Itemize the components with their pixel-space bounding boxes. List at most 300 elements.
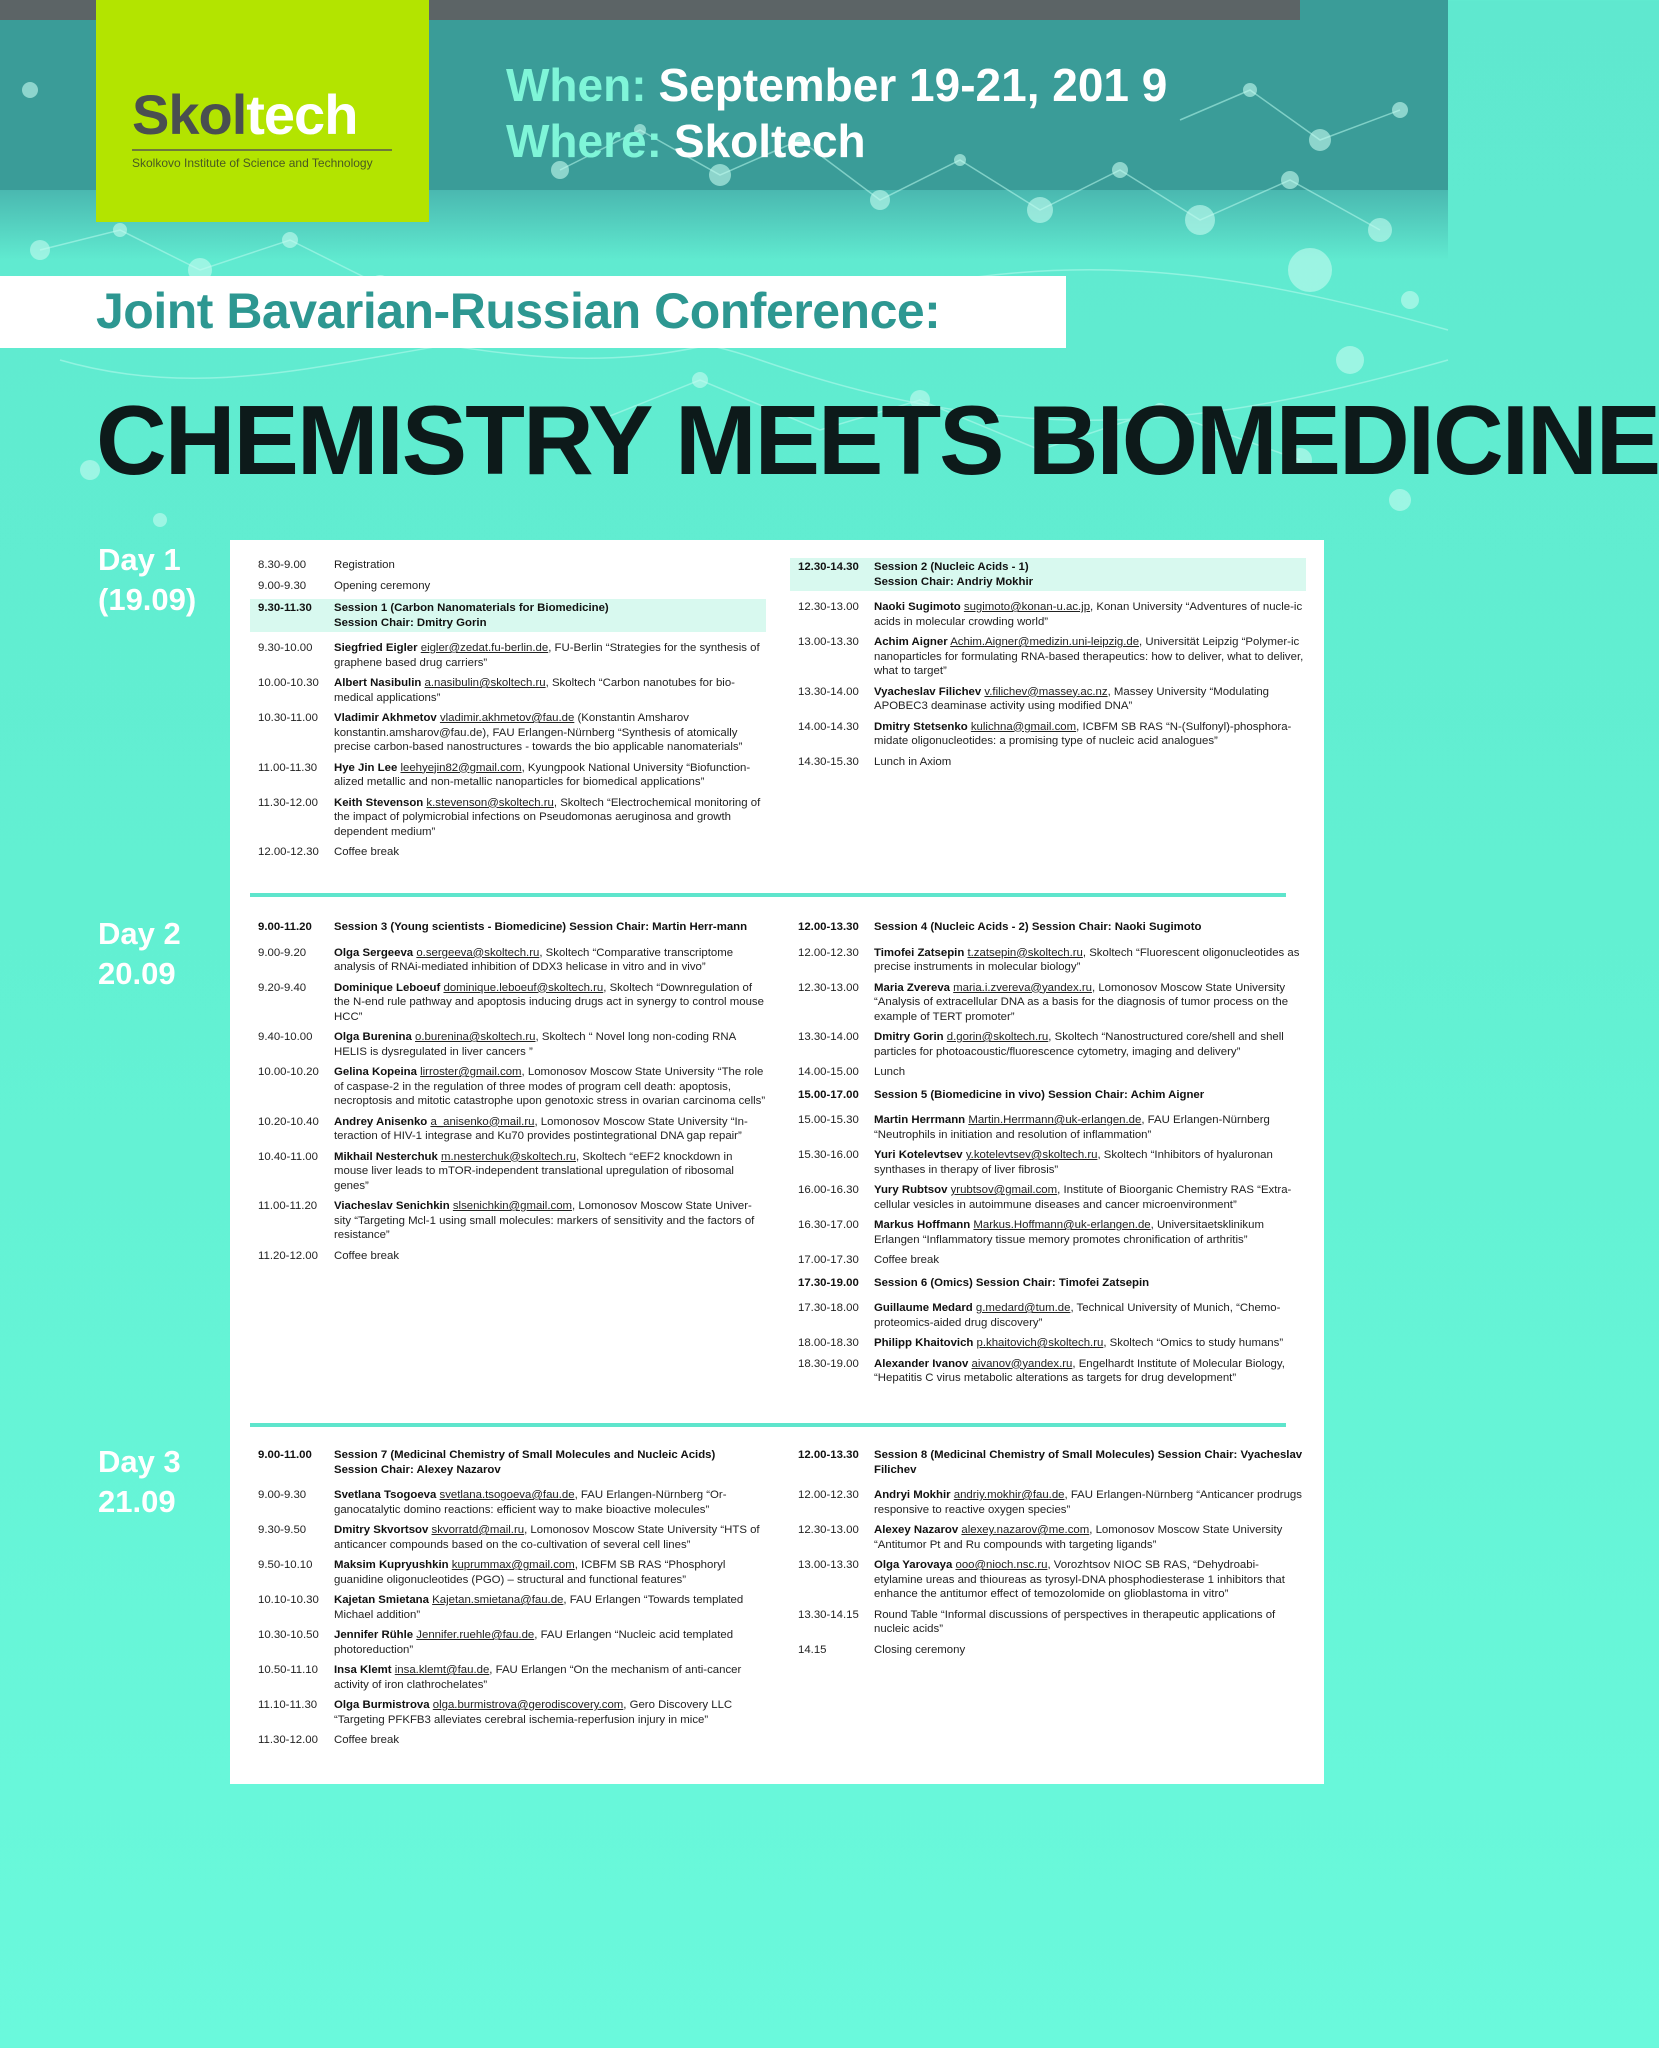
speaker-email-link[interactable]: alexey.nazarov@me.com xyxy=(961,1524,1090,1536)
when-value: September 19-21, 201 9 xyxy=(658,59,1168,111)
schedule-item xyxy=(250,946,766,975)
speaker-email-link[interactable]: yrubtsov@gmail.com xyxy=(950,1184,1058,1196)
speaker-name: Vyacheslav Filichev xyxy=(874,685,982,698)
talk-details: , FAU Erlangen “On the mechanism of anti-cancer activity of iron clathrochelates” xyxy=(334,1664,742,1691)
talk-details: Lunch in Axiom xyxy=(874,755,952,768)
talk-details: , Gero Discovery LLC “Targeting PFKFB3 alleviates cerebral ischemia-reperfusion injury in mice” xyxy=(334,1699,733,1726)
day-2-afternoon-schedule xyxy=(790,916,1306,1392)
speaker-email-link[interactable]: kuprummax@gmail.com xyxy=(451,1559,575,1571)
schedule-item xyxy=(790,1301,1306,1330)
schedule-time: 17.30-18.00 xyxy=(798,1302,859,1314)
schedule-text xyxy=(334,1523,766,1552)
schedule-text xyxy=(334,1199,766,1243)
talk-details: , Lomonosov Moscow State University “Analysis of extracellular DNA as a basis for the diagnosis of tumor process on the example of TERT promoter” xyxy=(874,981,1289,1023)
talk-details: Session 1 (Carbon Nanomaterials for Biomedicine) Session Chair: Dmitry Gorin xyxy=(334,602,609,629)
schedule-item xyxy=(250,676,766,705)
session-header xyxy=(250,1446,766,1479)
session-header xyxy=(250,599,766,632)
talk-details: Coffee break xyxy=(334,1249,400,1262)
schedule-text xyxy=(334,641,766,670)
speaker-name: Siegfried Eigler xyxy=(334,642,418,654)
session-title xyxy=(874,1448,1306,1477)
schedule-time: 9.00-11.00 xyxy=(258,1449,312,1461)
schedule-item xyxy=(250,1488,766,1517)
schedule-text xyxy=(874,1253,1306,1268)
speaker-email-link[interactable]: insa.klemt@fau.de xyxy=(394,1664,490,1676)
session-title xyxy=(334,601,766,630)
schedule-text xyxy=(874,1336,1306,1351)
schedule-time: 9.40-10.00 xyxy=(258,1031,313,1043)
schedule-item xyxy=(790,1336,1306,1351)
talk-details: Session 3 (Young scientists - Biomedicine) Session Chair: Martin Herr-mann xyxy=(334,921,748,933)
session-header xyxy=(790,1274,1306,1293)
schedule-time: 10.30-11.00 xyxy=(258,712,318,724)
schedule-time: 10.00-10.20 xyxy=(258,1066,319,1078)
talk-details: , Lomonosov Moscow State University “HTS of anticancer compounds based on the co-cultivation of several cell lines” xyxy=(334,1524,760,1551)
schedule-item xyxy=(790,1113,1306,1142)
schedule-text xyxy=(334,1065,766,1109)
schedule-item xyxy=(250,641,766,670)
schedule-text xyxy=(334,981,766,1025)
schedule-time: 12.30-14.30 xyxy=(798,561,859,573)
talk-details: Session 5 (Biomedicine in vivo) Session Chair: Achim Aigner xyxy=(874,1088,1205,1101)
schedule-time: 12.30-13.00 xyxy=(798,601,859,613)
schedule-item xyxy=(790,1558,1306,1602)
schedule-text xyxy=(874,720,1306,749)
session-header xyxy=(790,558,1306,591)
day-1-label xyxy=(98,540,196,620)
speaker-email-link[interactable]: maria.i.zvereva@yandex.ru xyxy=(953,981,1092,994)
schedule-item xyxy=(790,1608,1306,1637)
where-label: Where: xyxy=(506,115,662,167)
speaker-email-link[interactable]: Jennifer.ruehle@fau.de xyxy=(416,1629,535,1641)
speaker-name: Svetlana Tsogoeva xyxy=(334,1489,437,1501)
talk-details: , Skoltech “Nanostructured core/shell and shell particles for photoacoustic/fluorescence cytometry, imaging and delivery” xyxy=(874,1031,1284,1058)
schedule-item xyxy=(790,946,1306,975)
speaker-name: Keith Stevenson xyxy=(334,796,424,809)
talk-details: , Universitaetsklinikum Erlangen “Inflammatory tissue memory promotes chronification of arthritis” xyxy=(874,1219,1264,1246)
schedule-time: 11.30-12.00 xyxy=(258,1734,318,1746)
schedule-item xyxy=(790,685,1306,714)
speaker-email-link[interactable]: a_anisenko@mail.ru xyxy=(430,1115,535,1128)
schedule-text xyxy=(874,1065,1306,1080)
talk-details: , Lomonosov Moscow State University “The role of caspase-2 in the regulation of three modes of program cell death: apoptosis, necroptosis and mitotic catastrophe upon genotoxic stress in ovarian carcinoma cells” xyxy=(334,1066,766,1107)
schedule-text xyxy=(874,685,1306,714)
schedule-time: 13.30-14.00 xyxy=(798,1031,859,1043)
schedule-time: 9.20-9.40 xyxy=(258,981,307,994)
schedule-text xyxy=(874,1357,1306,1386)
speaker-email-link[interactable]: p.khaitovich@skoltech.ru xyxy=(976,1337,1104,1349)
schedule-text xyxy=(334,1488,766,1517)
day-1-date: (19.09) xyxy=(98,582,197,617)
speaker-name: Gelina Kopeina xyxy=(334,1066,417,1078)
schedule-item xyxy=(250,1628,766,1657)
speaker-email-link[interactable]: olga.burmistrova@gerodiscovery.com xyxy=(432,1699,624,1711)
talk-details: Session 2 (Nucleic Acids - 1) Session Chair: Andriy Mokhir xyxy=(874,561,1034,588)
schedule-time: 9.00-11.20 xyxy=(258,921,312,933)
schedule-text xyxy=(334,1115,766,1144)
schedule-time: 18.00-18.30 xyxy=(798,1337,859,1349)
page-title: CHEMISTRY MEETS BIOMEDICINE xyxy=(96,385,1659,495)
talk-details: , Skoltech “ Novel long non-coding RNA HELIS is dysregulated in liver cancers ” xyxy=(334,1031,736,1058)
speaker-email-link[interactable]: Markus.Hoffmann@uk-erlangen.de xyxy=(973,1219,1151,1231)
speaker-name: Olga Yarovaya xyxy=(874,1559,953,1571)
schedule-time: 15.30-16.00 xyxy=(798,1149,859,1161)
schedule-time: 11.00-11.30 xyxy=(258,761,318,774)
schedule-text xyxy=(874,600,1306,629)
talk-details: , Kyungpook National University “Biofunction-alized metallic and non-metallic nanoparticles for biomedical applications” xyxy=(334,761,751,788)
speaker-email-link[interactable]: k.stevenson@skoltech.ru xyxy=(426,796,554,809)
schedule-item xyxy=(250,845,766,860)
schedule-time: 12.00-12.30 xyxy=(798,946,859,959)
day-2-morning-schedule xyxy=(250,916,766,1269)
schedule-item xyxy=(250,711,766,755)
speaker-name: Philipp Khaitovich xyxy=(874,1337,974,1349)
schedule-time: 13.30-14.15 xyxy=(798,1608,859,1621)
schedule-time: 17.30-19.00 xyxy=(798,1276,859,1289)
schedule-item xyxy=(790,1183,1306,1212)
talk-details: Coffee break xyxy=(334,1734,400,1746)
schedule-item xyxy=(250,1199,766,1243)
talk-details: , Institute of Bioorganic Chemistry RAS “Extra-cellular vesicles in autoimmune diseases and cancer microenvironment” xyxy=(874,1184,1292,1211)
session-header xyxy=(790,918,1306,937)
schedule-time: 12.00-13.30 xyxy=(798,921,859,933)
talk-details: , Skoltech “eEF2 knockdown in mouse liver leads to mTOR-independent translational upregulation of ribosomal genes” xyxy=(334,1150,734,1192)
speaker-name: Kajetan Smietana xyxy=(334,1594,429,1606)
schedule-text xyxy=(874,1608,1306,1637)
schedule-time: 12.00-12.30 xyxy=(258,846,319,858)
speaker-name: Alexey Nazarov xyxy=(874,1524,959,1536)
talk-details: , Skoltech “Carbon nanotubes for bio-medical applications” xyxy=(334,677,735,704)
schedule-item xyxy=(790,1218,1306,1247)
talk-details: Closing ceremony xyxy=(874,1643,966,1656)
schedule-item xyxy=(250,1663,766,1692)
schedule-item xyxy=(250,1065,766,1109)
schedule-text xyxy=(334,676,766,705)
day-3-name: Day 3 xyxy=(98,1444,181,1479)
conference-subtitle: Joint Bavarian-Russian Conference: xyxy=(96,283,941,339)
skoltech-logo[interactable] xyxy=(96,0,429,222)
session-title xyxy=(334,920,766,935)
schedule-item xyxy=(790,1148,1306,1177)
day-1-name: Day 1 xyxy=(98,542,181,577)
event-location xyxy=(506,114,866,168)
schedule-time: 14.00-15.00 xyxy=(798,1066,859,1078)
talk-details: , Massey University “Modulating APOBEC3 deaminase activity using modified DNA” xyxy=(874,685,1270,712)
talk-details: , ICBFM SB RAS “Phosphoryl guanidine oligonucleotides (PGO) – structural and functional features” xyxy=(334,1559,726,1586)
speaker-name: Yury Rubtsov xyxy=(874,1184,948,1196)
schedule-time: 15.00-17.00 xyxy=(798,1088,859,1101)
speaker-name: Achim Aigner xyxy=(874,636,948,648)
schedule-text xyxy=(874,755,1306,770)
where-value: Skoltech xyxy=(673,115,866,167)
schedule-item xyxy=(790,1065,1306,1080)
schedule-text xyxy=(874,1148,1306,1177)
session-title xyxy=(874,1276,1306,1291)
schedule-text xyxy=(334,796,766,840)
schedule-text xyxy=(334,1030,766,1059)
talk-details: Session 4 (Nucleic Acids - 2) Session Chair: Naoki Sugimoto xyxy=(874,921,1202,933)
schedule-text xyxy=(874,1488,1306,1517)
program-panel xyxy=(230,540,1324,1784)
schedule-item xyxy=(790,635,1306,679)
schedule-time: 12.00-12.30 xyxy=(798,1489,859,1501)
speaker-email-link[interactable]: vladimir.akhmetov@fau.de xyxy=(439,712,575,724)
schedule-time: 13.00-13.30 xyxy=(798,1559,859,1571)
day-2-name: Day 2 xyxy=(98,916,181,951)
speaker-email-link[interactable]: a.nasibulin@skoltech.ru xyxy=(424,677,546,689)
schedule-text xyxy=(334,845,766,860)
speaker-email-link[interactable]: leehyejin82@gmail.com xyxy=(400,761,522,774)
schedule-text xyxy=(874,1558,1306,1602)
schedule-item xyxy=(250,1030,766,1059)
schedule-text xyxy=(334,1628,766,1657)
speaker-email-link[interactable]: d.gorin@skoltech.ru xyxy=(946,1031,1049,1043)
logo-word-skol: Skol xyxy=(132,83,247,146)
speaker-email-link[interactable]: slsenichkin@gmail.com xyxy=(452,1200,573,1212)
talk-details: , FU-Berlin “Strategies for the synthesis of graphene based drug carriers” xyxy=(334,642,760,669)
speaker-name: Naoki Sugimoto xyxy=(874,601,961,613)
schedule-item xyxy=(250,1115,766,1144)
schedule-text xyxy=(874,981,1306,1025)
speaker-name: Albert Nasibulin xyxy=(334,677,422,689)
speaker-email-link[interactable]: svetlana.tsogoeva@fau.de xyxy=(439,1489,575,1501)
schedule-item xyxy=(790,1643,1306,1658)
talk-details: Session 7 (Medicinal Chemistry of Small Molecules and Nucleic Acids) Session Chair: Alexey Nazarov xyxy=(334,1449,716,1476)
schedule-text xyxy=(334,1150,766,1194)
speaker-email-link[interactable]: dominique.leboeuf@skoltech.ru xyxy=(443,981,604,994)
speaker-email-link[interactable]: o.sergeeva@skoltech.ru xyxy=(416,946,540,959)
speaker-name: Guillaume Medard xyxy=(874,1302,973,1314)
schedule-item xyxy=(790,1357,1306,1386)
speaker-name: Viacheslav Senichkin xyxy=(334,1200,450,1212)
schedule-time: 8.30-9.00 xyxy=(258,559,307,571)
talk-details: Lunch xyxy=(874,1066,906,1078)
schedule-time: 15.00-15.30 xyxy=(798,1114,859,1126)
schedule-text xyxy=(874,1523,1306,1552)
schedule-text xyxy=(334,761,766,790)
schedule-item xyxy=(790,1030,1306,1059)
logo-divider xyxy=(132,149,392,151)
session-title xyxy=(874,560,1306,589)
talk-details: , FAU Erlangen “Nucleic acid templated photoreduction” xyxy=(334,1629,734,1656)
talk-details: Registration xyxy=(334,559,395,571)
speaker-name: Dmitry Gorin xyxy=(874,1031,944,1043)
schedule-time: 17.00-17.30 xyxy=(798,1254,859,1266)
schedule-item xyxy=(790,720,1306,749)
schedule-time: 14.30-15.30 xyxy=(798,755,859,768)
talk-details: Coffee break xyxy=(874,1254,940,1266)
talk-details: , Lomonosov Moscow State University “Antitumor Pt and Ru compounds with targeting ligands” xyxy=(874,1524,1283,1551)
speaker-email-link[interactable]: andriy.mokhir@fau.de xyxy=(953,1489,1065,1501)
day-2-date: 20.09 xyxy=(98,956,176,991)
speaker-email-link[interactable]: lirroster@gmail.com xyxy=(420,1066,522,1078)
talk-details: Coffee break xyxy=(334,846,400,858)
speaker-name: Dominique Leboeuf xyxy=(334,981,441,994)
speaker-name: Insa Klemt xyxy=(334,1664,392,1676)
day-3-afternoon-schedule xyxy=(790,1444,1306,1663)
schedule-item xyxy=(250,761,766,790)
speaker-name: Maria Zvereva xyxy=(874,981,950,994)
talk-details: Opening ceremony xyxy=(334,579,431,592)
schedule-item xyxy=(250,1558,766,1587)
speaker-name: Vladimir Akhmetov xyxy=(334,712,437,724)
speaker-email-link[interactable]: Kajetan.smietana@fau.de xyxy=(432,1594,564,1606)
schedule-time: 9.30-9.50 xyxy=(258,1524,307,1536)
talk-details: , ICBFM SB RAS “N-(Sulfonyl)-phosphora-midate oligonucleotides: a promising type of nucleic acid analogues” xyxy=(874,720,1292,747)
event-date xyxy=(506,58,1167,112)
schedule-time: 13.30-14.00 xyxy=(798,685,859,698)
talk-details: , Skoltech “Comparative transcriptome analysis of RNAi-mediated inhibition of DDX3 helicase in vitro and in vivo” xyxy=(334,946,734,973)
talk-details: , Engelhardt Institute of Molecular Biology, “Hepatitis C virus metabolic alterations as targets for drug development” xyxy=(874,1357,1285,1384)
schedule-item xyxy=(250,1593,766,1622)
schedule-time: 11.00-11.20 xyxy=(258,1200,318,1212)
talk-details: , Konan University “Adventures of nucle-ic acids in molecular crowding world” xyxy=(874,601,1303,628)
speaker-name: Martin Herrmann xyxy=(874,1114,966,1126)
talk-details: , Skoltech “Inhibitors of hyaluronan synthases in therapy of liver fibrosis” xyxy=(874,1149,1273,1176)
speaker-name: Jennifer Rühle xyxy=(334,1629,414,1641)
schedule-time: 18.30-19.00 xyxy=(798,1357,859,1370)
session-title xyxy=(334,1448,766,1477)
schedule-item xyxy=(790,755,1306,770)
schedule-item xyxy=(790,981,1306,1025)
speaker-email-link[interactable]: ooo@nioch.nsc.ru xyxy=(955,1559,1048,1571)
schedule-text xyxy=(874,1113,1306,1142)
speaker-name: Mikhail Nesterchuk xyxy=(334,1150,438,1163)
speaker-email-link[interactable]: Martin.Herrmann@uk-erlangen.de xyxy=(968,1114,1142,1126)
speaker-name: Markus Hoffmann xyxy=(874,1219,971,1231)
talk-details: , Skoltech “Fluorescent oligonucleotides as precise instruments in molecular biology” xyxy=(874,946,1300,973)
speaker-email-link[interactable]: eigler@zedat.fu-berlin.de xyxy=(420,642,549,654)
schedule-time: 10.30-10.50 xyxy=(258,1629,319,1641)
session-header xyxy=(250,918,766,937)
when-label: When: xyxy=(506,59,647,111)
schedule-item xyxy=(250,1733,766,1748)
talk-details: , Skoltech “Electrochemical monitoring of the impact of polymicrobial infections on Pseudomonas aeruginosa and growth dependent medium” xyxy=(334,796,761,838)
schedule-time: 12.30-13.00 xyxy=(798,1524,859,1536)
schedule-text xyxy=(334,1698,766,1727)
schedule-text xyxy=(874,1030,1306,1059)
schedule-text xyxy=(874,635,1306,679)
schedule-text xyxy=(874,1301,1306,1330)
speaker-email-link[interactable]: skvorratd@mail.ru xyxy=(431,1524,525,1536)
speaker-name: Timofei Zatsepin xyxy=(874,946,965,959)
schedule-item xyxy=(790,1523,1306,1552)
speaker-email-link[interactable]: m.nesterchuk@skoltech.ru xyxy=(441,1150,577,1163)
schedule-time: 16.30-17.00 xyxy=(798,1219,859,1231)
schedule-text xyxy=(334,711,766,755)
talk-details: Round Table “Informal discussions of perspectives in therapeutic applications of nucleic acids” xyxy=(874,1608,1276,1635)
schedule-time: 12.00-13.30 xyxy=(798,1449,859,1461)
talk-details: , FAU Erlangen-Nürnberg “Anticancer prodrugs responsive to reactive oxygen species” xyxy=(874,1489,1302,1516)
day-1-morning-schedule xyxy=(250,558,766,866)
talk-details: , Universität Leipzig “Polymer-ic nanoparticles for formulating RNA-based therapeutics: how to deliver, what to deliver, what to target” xyxy=(874,636,1304,677)
talk-details: , FAU Erlangen-Nürnberg “Neutrophils in initiation and resolution of inflammation” xyxy=(874,1114,1270,1141)
session-title xyxy=(874,920,1306,935)
speaker-name: Yuri Kotelevtsev xyxy=(874,1149,963,1161)
day-2-label xyxy=(98,914,181,994)
speaker-name: Andrey Anisenko xyxy=(334,1115,428,1128)
schedule-item xyxy=(250,1249,766,1264)
schedule-item xyxy=(250,1150,766,1194)
speaker-email-link[interactable]: g.medard@tum.de xyxy=(975,1302,1071,1314)
schedule-item xyxy=(790,600,1306,629)
talk-details: , FAU Erlangen “Towards templated Michael addition” xyxy=(334,1594,744,1621)
day-3-morning-schedule xyxy=(250,1444,766,1754)
schedule-text xyxy=(334,579,766,594)
speaker-name: Andryi Mokhir xyxy=(874,1489,951,1501)
schedule-time: 9.00-9.30 xyxy=(258,1489,307,1501)
talk-details: , Vorozhtsov NIOC SB RAS, “Dehydroabi-etylamine ureas and thioureas as tyrosyl-DNA phosphodiesterase 1 inhibitors that enhance the antitumor effect of temozolomide on glioblastoma in vitro” xyxy=(874,1559,1285,1600)
talk-details: , Skoltech “Downregulation of the N-end rule pathway and apoptosis inducing drugs act in synergy to control mouse HCC” xyxy=(334,981,764,1023)
speaker-email-link[interactable]: kulichna@gmail.com xyxy=(970,720,1077,733)
schedule-text xyxy=(334,1249,766,1264)
schedule-time: 12.30-13.00 xyxy=(798,981,859,994)
session-header xyxy=(790,1446,1306,1479)
logo-word-tech: tech xyxy=(246,83,358,146)
schedule-time: 11.30-12.00 xyxy=(258,796,318,809)
speaker-name: Dmitry Stetsenko xyxy=(874,720,968,733)
schedule-time: 11.10-11.30 xyxy=(258,1699,318,1711)
schedule-item xyxy=(250,796,766,840)
day-3-label xyxy=(98,1442,181,1522)
talk-details: , Skoltech “Omics to study humans” xyxy=(1103,1337,1284,1349)
session-title xyxy=(874,1088,1306,1103)
day-divider xyxy=(250,893,1286,897)
talk-details: , Technical University of Munich, “Chemo-proteomics-aided drug discovery” xyxy=(874,1302,1281,1329)
day-1-afternoon-schedule xyxy=(790,556,1306,775)
logo-wordmark xyxy=(132,82,357,147)
schedule-item xyxy=(250,1698,766,1727)
schedule-item xyxy=(250,558,766,573)
schedule-text xyxy=(874,946,1306,975)
logo-subtitle: Skolkovo Institute of Science and Technology xyxy=(132,156,373,170)
schedule-item xyxy=(790,1253,1306,1268)
schedule-time: 9.50-10.10 xyxy=(258,1559,313,1571)
speaker-name: Olga Burenina xyxy=(334,1031,412,1043)
speaker-email-link[interactable]: y.kotelevtsev@skoltech.ru xyxy=(965,1149,1098,1161)
schedule-text xyxy=(334,1733,766,1748)
day-3-date: 21.09 xyxy=(98,1484,176,1519)
schedule-text xyxy=(334,946,766,975)
speaker-email-link[interactable]: Achim.Aigner@medizin.uni-leipzig.de xyxy=(950,636,1140,648)
schedule-text xyxy=(874,1183,1306,1212)
speaker-email-link[interactable]: v.filichev@massey.ac.nz xyxy=(984,685,1108,698)
talk-details: , Lomonosov Moscow State University “In-teraction of HIV-1 integrase and Ku70 provides postintegrational DNA gap repair” xyxy=(334,1115,748,1142)
speaker-name: Alexander Ivanov xyxy=(874,1357,969,1370)
schedule-time: 13.00-13.30 xyxy=(798,636,859,648)
schedule-item xyxy=(790,1488,1306,1517)
speaker-email-link[interactable]: o.burenina@skoltech.ru xyxy=(415,1031,536,1043)
speaker-name: Olga Burmistrova xyxy=(334,1699,430,1711)
schedule-time: 10.00-10.30 xyxy=(258,677,319,689)
talk-details: Session 6 (Omics) Session Chair: Timofei Zatsepin xyxy=(874,1276,1150,1289)
schedule-time: 16.00-16.30 xyxy=(798,1184,859,1196)
schedule-item xyxy=(250,579,766,594)
schedule-time: 14.00-14.30 xyxy=(798,720,859,733)
day-divider xyxy=(250,1423,1286,1427)
talk-details: Session 8 (Medicinal Chemistry of Small Molecules) Session Chair: Vyacheslav Filichev xyxy=(874,1449,1303,1476)
speaker-email-link[interactable]: aivanov@yandex.ru xyxy=(971,1357,1073,1370)
speaker-email-link[interactable]: t.zatsepin@skoltech.ru xyxy=(967,946,1083,959)
schedule-item xyxy=(250,1523,766,1552)
schedule-time: 10.50-11.10 xyxy=(258,1664,318,1676)
speaker-email-link[interactable]: sugimoto@konan-u.ac.jp xyxy=(963,601,1091,613)
schedule-time: 9.00-9.30 xyxy=(258,579,307,592)
session-header xyxy=(790,1086,1306,1105)
speaker-name: Maksim Kupryushkin xyxy=(334,1559,449,1571)
schedule-text xyxy=(334,1558,766,1587)
